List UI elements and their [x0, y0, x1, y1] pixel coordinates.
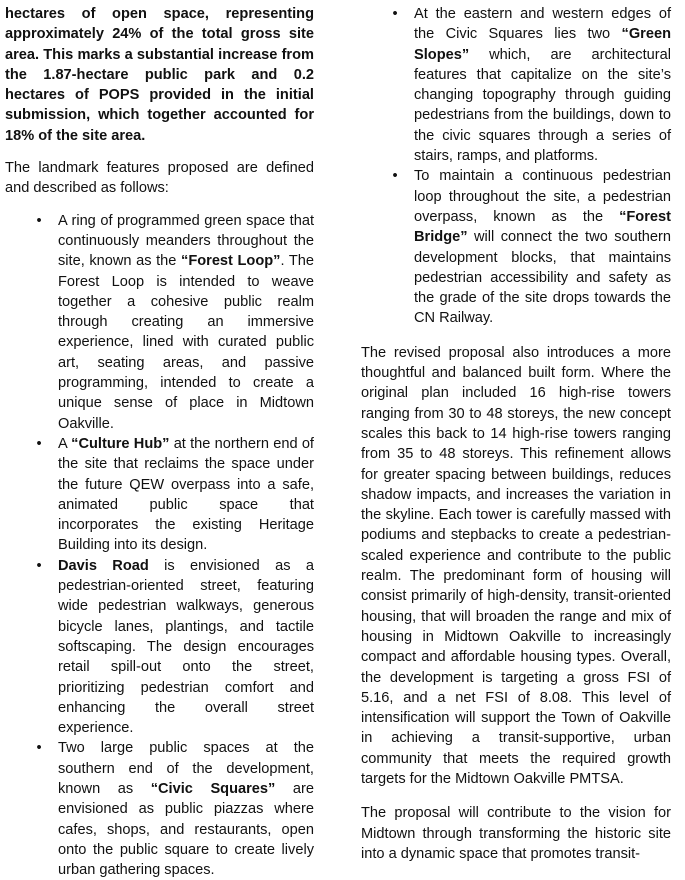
- list-item-green-slopes: • At the eastern and western edges of the Civic Squares lies two “Green Slopes” which, are architectural features that capitalize on the site’s changing topography through guiding pedestrians from the buildings, down to the civic squares through a series of stairs, ramps, and platforms.: [414, 4, 671, 166]
- landmark-features-list-continued: [392, 4, 671, 329]
- list-item-forest-loop: • A ring of programmed green space that continuously meanders throughout the site, known as the “Forest Loop”. The Forest Loop is intended to weave together a cohesive public realm through creating an immersive experience, lined with curated public art, seating areas, and passive programming, intended to create a unique sense of place in Midtown Oakville.: [58, 211, 314, 434]
- term-civic-squares: “Civic Squares”: [150, 780, 276, 797]
- landmark-features-lead-in: The landmark features proposed are defined and described as follows:: [5, 160, 314, 197]
- built-form-paragraph: The revised proposal also introduces a more thoughtful and balanced built form. Where the original plan included 16 high-rise towers ranging from 30 to 48 storeys, the new concept scales this back to 14 high-rise towers ranging from 35 to 48 storeys. This refinement allows for greater spacing between buildings, reduces shadow impacts, and increases the variation in the skyline. Each tower is carefully massed with podiums and stepbacks to create a pedestrian-scaled experience and contribute to the public realm. The predominant form of housing will consist primarily of high-density, transit-oriented housing, that will broaden the range and mix of housing in Midtown Oakville to increasingly compact and affordable housing types. Overall, the development is targeting a gross FSI of 5.16, and a net FSI of 8.08. This level of intensification will support the Town of Oakville in achieving a transit-supportive, urban community that meets the required growth targets for the Midtown Oakville PMTSA.: [361, 344, 671, 787]
- right-column: [361, 0, 671, 864]
- term-davis-road: Davis Road: [58, 557, 149, 574]
- bullet-icon: •: [392, 6, 398, 22]
- vision-paragraph: The proposal will contribute to the vision for Midtown through transforming the historic site into a dynamic space that promotes transit-: [361, 805, 671, 862]
- list-item-forest-bridge: • To maintain a continuous pedestrian loop throughout the site, a pedestrian overpass, known as the “Forest Bridge” will connect the two southern development blocks, that maintains pedestrian accessibility and safety as the grade of the site drops towards the CN Railway.: [414, 166, 671, 328]
- list-item-culture-hub: • A “Culture Hub” at the northern end of the site that reclaims the space under the future QEW overpass into a safe, animated public space that incorporates the existing Heritage Building into its design.: [58, 434, 314, 556]
- landmark-features-list: [36, 211, 314, 880]
- term-green-slopes: “Green Slopes”: [414, 26, 671, 63]
- bullet-icon: •: [36, 557, 42, 574]
- term-forest-bridge: “Forest Bridge”: [414, 208, 671, 246]
- bullet-icon: •: [36, 435, 42, 452]
- left-column: [5, 0, 314, 880]
- list-item-davis-road: • Davis Road is envisioned as a pedestrian-oriented street, featuring wide pedestrian walkways, generous bicycle lanes, plantings, and tactile softscaping. The design encourages retail spill-out onto the street, prioritizing pedestrian comfort and enhancing the overall street experience.: [58, 556, 314, 739]
- open-space-summary-paragraph: hectares of open space, representing approximately 24% of the total gross site area. This marks a substantial increase from the 1.87-hectare public park and 0.2 hectares of POPS provided in the initial submission, which together accounted for 18% of the site area.: [5, 6, 314, 144]
- bullet-icon: •: [36, 740, 42, 757]
- bullet-icon: •: [36, 212, 42, 229]
- bullet-icon: •: [392, 168, 398, 185]
- term-forest-loop: “Forest Loop”: [181, 253, 281, 270]
- list-item-civic-squares: • Two large public spaces at the southern end of the development, known as “Civic Squares” are envisioned as public piazzas where cafes, shops, and restaurants, open onto the public square to create lively urban gathering spaces.: [58, 738, 314, 880]
- term-culture-hub: “Culture Hub”: [71, 435, 170, 452]
